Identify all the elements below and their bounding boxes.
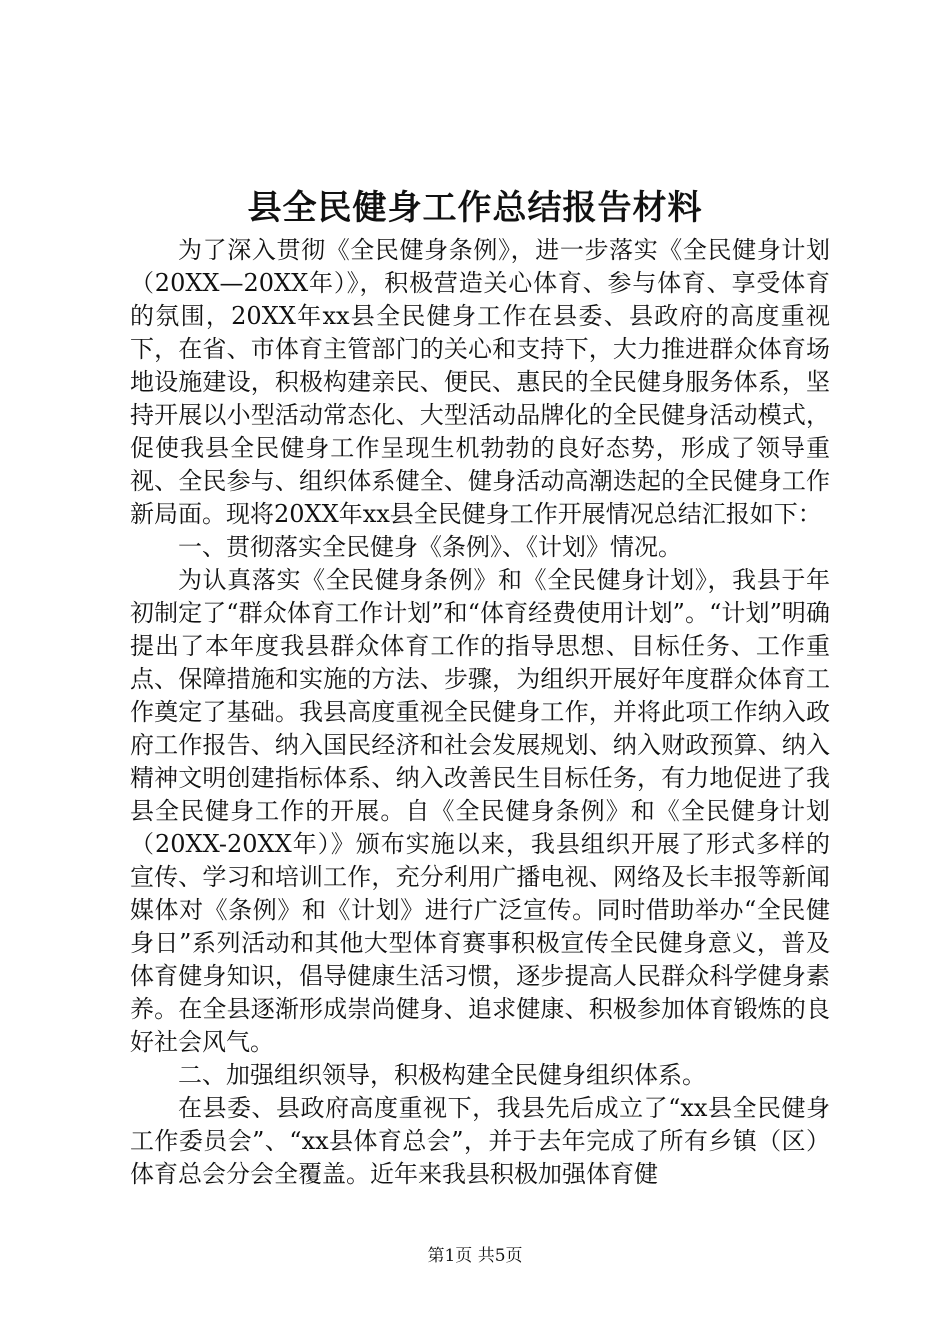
section-heading-1: 一、贯彻落实全民健身《条例》、《计划》情况。 xyxy=(178,533,682,561)
section-heading-2: 二、加强组织领导，积极构建全民健身组织体系。 xyxy=(178,1061,706,1089)
paragraph-intro: 为了深入贯彻《全民健身条例》，进一步落实《全民健身计划（20XX—20XX年）》，积极营造关心体育、参与体育、享受体育的氛围，20XX年xx县全民健身工作在县委、县政府的高度重视下，在省、市体育主管部门的关心和支持下，大力推进群众体育场地设施建设，积极构建亲民、便民、惠民的全民健身服务体系，坚持开展以小型活动常态化、大型活动品牌化的全民健身活动模式，促使我县全民健身工作呈现生机勃勃的良好态势，形成了领导重视、全民参与、组织体系健全、健身活动高潮迭起的全民健身工作新局面。现将20XX年xx县全民健身工作开展情况总结汇报如下： xyxy=(130,236,830,528)
document-body xyxy=(130,234,830,1191)
paragraph-section-2: 在县委、县政府高度重视下，我县先后成立了“xx县全民健身工作委员会”、“xx县体育总会”，并于去年完成了所有乡镇（区）体育总会分会全覆盖。近年来我县积极加强体育健 xyxy=(130,1094,830,1188)
document-title: 县全民健身工作总结报告材料 xyxy=(247,188,703,228)
page-number-footer: 第1页 共5页 xyxy=(427,1246,523,1266)
paragraph-section-1: 为认真落实《全民健身条例》和《全民健身计划》，我县于年初制定了“群众体育工作计划”和“体育经费使用计划”。“计划”明确提出了本年度我县群众体育工作的指导思想、目标任务、工作重点、保障措施和实施的方法、步骤，为组织开展好年度群众体育工作奠定了基础。我县高度重视全民健身工作，并将此项工作纳入政府工作报告、纳入国民经济和社会发展规划、纳入财政预算、纳入精神文明创建指标体系、纳入改善民生目标任务，有力地促进了我县全民健身工作的开展。自《全民健身条例》和《全民健身计划（20XX-20XX年）》颁布实施以来，我县组织开展了形式多样的宣传、学习和培训工作，充分利用广播电视、网络及长丰报等新闻媒体对《条例》和《计划》进行广泛宣传。同时借助举办“全民健身日”系列活动和其他大型体育赛事积极宣传全民健身意义，普及体育健身知识，倡导健康生活习惯，逐步提高人民群众科学健身素养。在全县逐渐形成崇尚健身、追求健康、积极参加体育锻炼的良好社会风气。 xyxy=(130,566,830,1056)
